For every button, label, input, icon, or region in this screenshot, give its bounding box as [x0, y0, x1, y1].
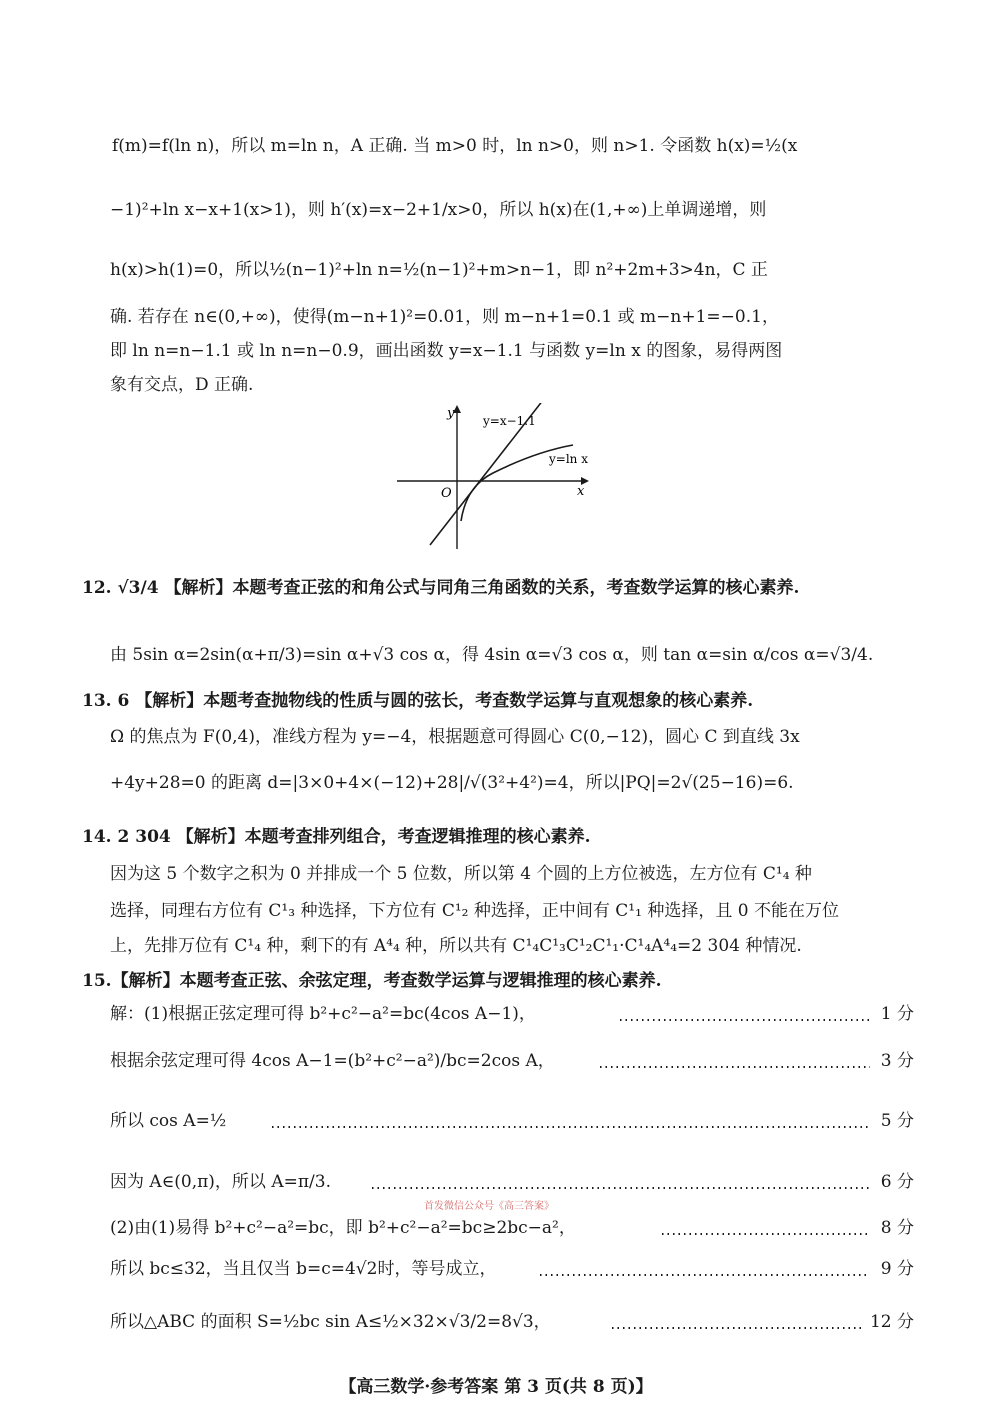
dotted-leader [540, 1273, 870, 1277]
function-graph [395, 403, 595, 553]
score-label: 6 分 [880, 1172, 914, 1192]
score-label: 8 分 [880, 1218, 914, 1238]
paragraph-line: h(x)>h(1)=0，所以½(n−1)²+ln n=½(n−1)²+m>n−1，即 n²+2m+3>4n，C 正 [110, 260, 768, 280]
paragraph-line: 确. 若存在 n∈(0,+∞)，使得(m−n+1)²=0.01，则 m−n+1=0.1 或 m−n+1=−0.1， [110, 307, 779, 327]
paragraph-line: −1)²+ln x−x+1(x>1)，则 h′(x)=x−2+1/x>0，所以 h(x)在(1,+∞)上单调递增，则 [110, 200, 767, 220]
curve-label: y=ln x [549, 452, 588, 466]
solution-step: 因为 A∈(0,π)，所以 A=π/3. [110, 1172, 331, 1192]
q14-body-line: 因为这 5 个数字之积为 0 并排成一个 5 位数，所以第 4 个圆的上方位被选，左方位有 C¹₄ 种 [110, 864, 812, 884]
paragraph-line: 即 ln n=n−1.1 或 ln n=n−0.9，画出函数 y=x−1.1 与函数 y=ln x 的图象，易得两图 [110, 341, 783, 361]
x-axis-label: x [577, 484, 585, 499]
solution-step: 根据余弦定理可得 4cos A−1=(b²+c²−a²)/bc=2cos A， [110, 1051, 555, 1071]
dotted-leader [612, 1326, 862, 1330]
q12-heading: 12. √3/4 【解析】本题考查正弦的和角公式与同角三角函数的关系，考查数学运算的核心素养. [82, 578, 800, 598]
score-label: 9 分 [880, 1259, 914, 1279]
solution-step: 所以 cos A=½ [110, 1111, 227, 1131]
q14-heading: 14. 2 304 【解析】本题考查排列组合，考查逻辑推理的核心素养. [82, 827, 591, 847]
solution-step: 所以 bc≤32，当且仅当 b=c=4√2时，等号成立， [110, 1259, 497, 1279]
dotted-leader [620, 1018, 870, 1022]
score-label: 5 分 [880, 1111, 914, 1131]
solution-step: (2)由(1)易得 b²+c²−a²=bc，即 b²+c²−a²=bc≥2bc−a²， [110, 1218, 576, 1238]
score-label: 12 分 [869, 1312, 914, 1332]
score-label: 3 分 [880, 1051, 914, 1071]
dotted-leader [600, 1065, 870, 1069]
q13-heading: 13. 6 【解析】本题考查抛物线的性质与圆的弦长，考查数学运算与直观想象的核心素养. [82, 691, 754, 711]
dotted-leader [272, 1125, 870, 1129]
paragraph-line: 象有交点，D 正确. [110, 375, 254, 395]
y-axis-label: y [447, 406, 455, 421]
q14-body-line: 上，先排万位有 C¹₄ 种，剩下的有 A⁴₄ 种，所以共有 C¹₄C¹₃C¹₂C¹₁·C¹₄A⁴₄=2 304 种情况. [110, 936, 802, 956]
q13-body-line: +4y+28=0 的距离 d=|3×0+4×(−12)+28|/√(3²+4²)=4，所以|PQ|=2√(25−16)=6. [110, 773, 794, 793]
origin-label: O [441, 486, 452, 501]
score-label: 1 分 [880, 1004, 914, 1024]
line-label: y=x−1.1 [483, 414, 536, 428]
solution-step: 解：(1)根据正弦定理可得 b²+c²−a²=bc(4cos A−1)， [110, 1004, 536, 1024]
watermark: 首发微信公众号《高三答案》 [424, 1201, 554, 1212]
q13-body-line: Ω 的焦点为 F(0,4)，准线方程为 y=−4，根据题意可得圆心 C(0,−12)，圆心 C 到直线 3x [110, 727, 800, 747]
q15-heading: 15.【解析】本题考查正弦、余弦定理，考查数学运算与逻辑推理的核心素养. [82, 971, 662, 991]
page-footer: 【高三数学·参考答案 第 3 页(共 8 页)】 [339, 1377, 653, 1397]
q12-body: 由 5sin α=2sin(α+π/3)=sin α+√3 cos α，得 4sin α=√3 cos α，则 tan α=sin α/cos α=√3/4. [110, 645, 874, 665]
paragraph-line: f(m)=f(ln n)，所以 m=ln n，A 正确. 当 m>0 时，ln n>0，则 n>1. 令函数 h(x)=½(x [112, 136, 798, 156]
solution-step: 所以△ABC 的面积 S=½bc sin A≤½×32×√3/2=8√3， [110, 1312, 551, 1332]
q14-body-line: 选择，同理右方位有 C¹₃ 种选择，下方位有 C¹₂ 种选择，正中间有 C¹₁ 种选择，且 0 不能在万位 [110, 901, 839, 921]
dotted-leader [372, 1186, 870, 1190]
dotted-leader [662, 1232, 870, 1236]
